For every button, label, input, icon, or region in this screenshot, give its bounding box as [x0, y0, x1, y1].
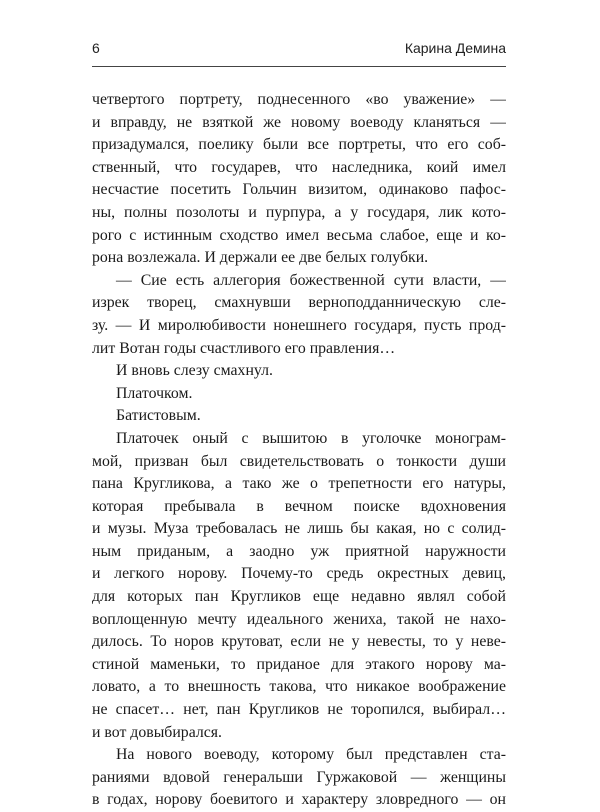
page-header: [92, 40, 506, 62]
text-line: И вновь слезу смахнул.: [116, 362, 273, 380]
text-line: ственный, что государев, что наследника, коий имел: [92, 158, 506, 176]
text-line: для которых пан Кругликов еще недавно являл собой: [92, 588, 506, 606]
text-line: и легкого норову. Почему-то средь окрестных девиц,: [92, 565, 506, 583]
text-line: Батистовым.: [116, 407, 201, 425]
text-line: зу. — И миролюбивости нонешнего государя, пусть прод-: [92, 316, 506, 334]
text-line: дилось. То норов крутоват, если не у невесты, то у неве-: [92, 633, 506, 651]
text-line: пана Кругликова, а тако же о трепетности его натуры,: [92, 475, 506, 493]
text-line: изрек творец, смахнувши верноподданническую сле-: [92, 294, 506, 312]
text-line: Платочек оный с вышитою в уголочке монограм-: [116, 429, 506, 447]
text-line: воплощенную мечту идеального жениха, такой не нахо-: [92, 610, 506, 628]
running-title: Карина Демина: [404, 40, 506, 56]
text-line: и вправду, не взяткой же новому воеводу кланяться —: [92, 113, 506, 131]
text-line: — Сие есть аллегория божественной сути власти, —: [116, 271, 506, 289]
header-divider: [92, 66, 506, 67]
text-line: раниями вдовой генеральши Гуржаковой — женщины: [92, 768, 506, 786]
text-line: призадумался, поелику были все портреты, что его соб-: [92, 136, 506, 154]
text-line: мой, призван был свидетельствовать о тонкости души: [92, 452, 506, 470]
text-line: четвертого портрету, поднесенного «во уважение» —: [92, 91, 506, 108]
text-line: и музы. Муза требовалась не лишь бы какая, но с солид-: [92, 520, 506, 538]
text-line: стиной маменьки, то приданое для этакого норову ма-: [92, 655, 506, 673]
text-line: рона возлежала. И держали ее две белых голубки.: [92, 249, 429, 267]
text-line: ны, полны позолоты и пурпура, а у государя, лик кото-: [92, 203, 506, 221]
body-text: [92, 89, 506, 812]
text-line: Платочком.: [116, 384, 193, 402]
text-line: не спасет… нет, пан Кругликов не торопился, выбирал…: [92, 701, 506, 719]
text-line: и вот довыбирался.: [92, 723, 222, 741]
text-line: рого с истинным сходство имел весьма слабое, еще и ко-: [92, 226, 506, 244]
text-line: ловато, а то внешность такова, что никакое воображение: [92, 678, 506, 696]
text-line: На нового воеводу, которому был представлен ста-: [116, 746, 506, 764]
text-line: которая пребывала в вечном поиске вдохновения: [92, 497, 506, 515]
text-line: ным приданым, а заодно уж приятной наружности: [92, 542, 506, 560]
text-line: несчастие посетить Гольчин визитом, одинаково пафос-: [92, 181, 506, 199]
text-line: лит Вотан годы счастливого его правления…: [92, 339, 396, 357]
text-line: в годах, норову боевитого и характеру зловредного — он: [92, 791, 506, 809]
page-number: 6: [92, 40, 100, 56]
